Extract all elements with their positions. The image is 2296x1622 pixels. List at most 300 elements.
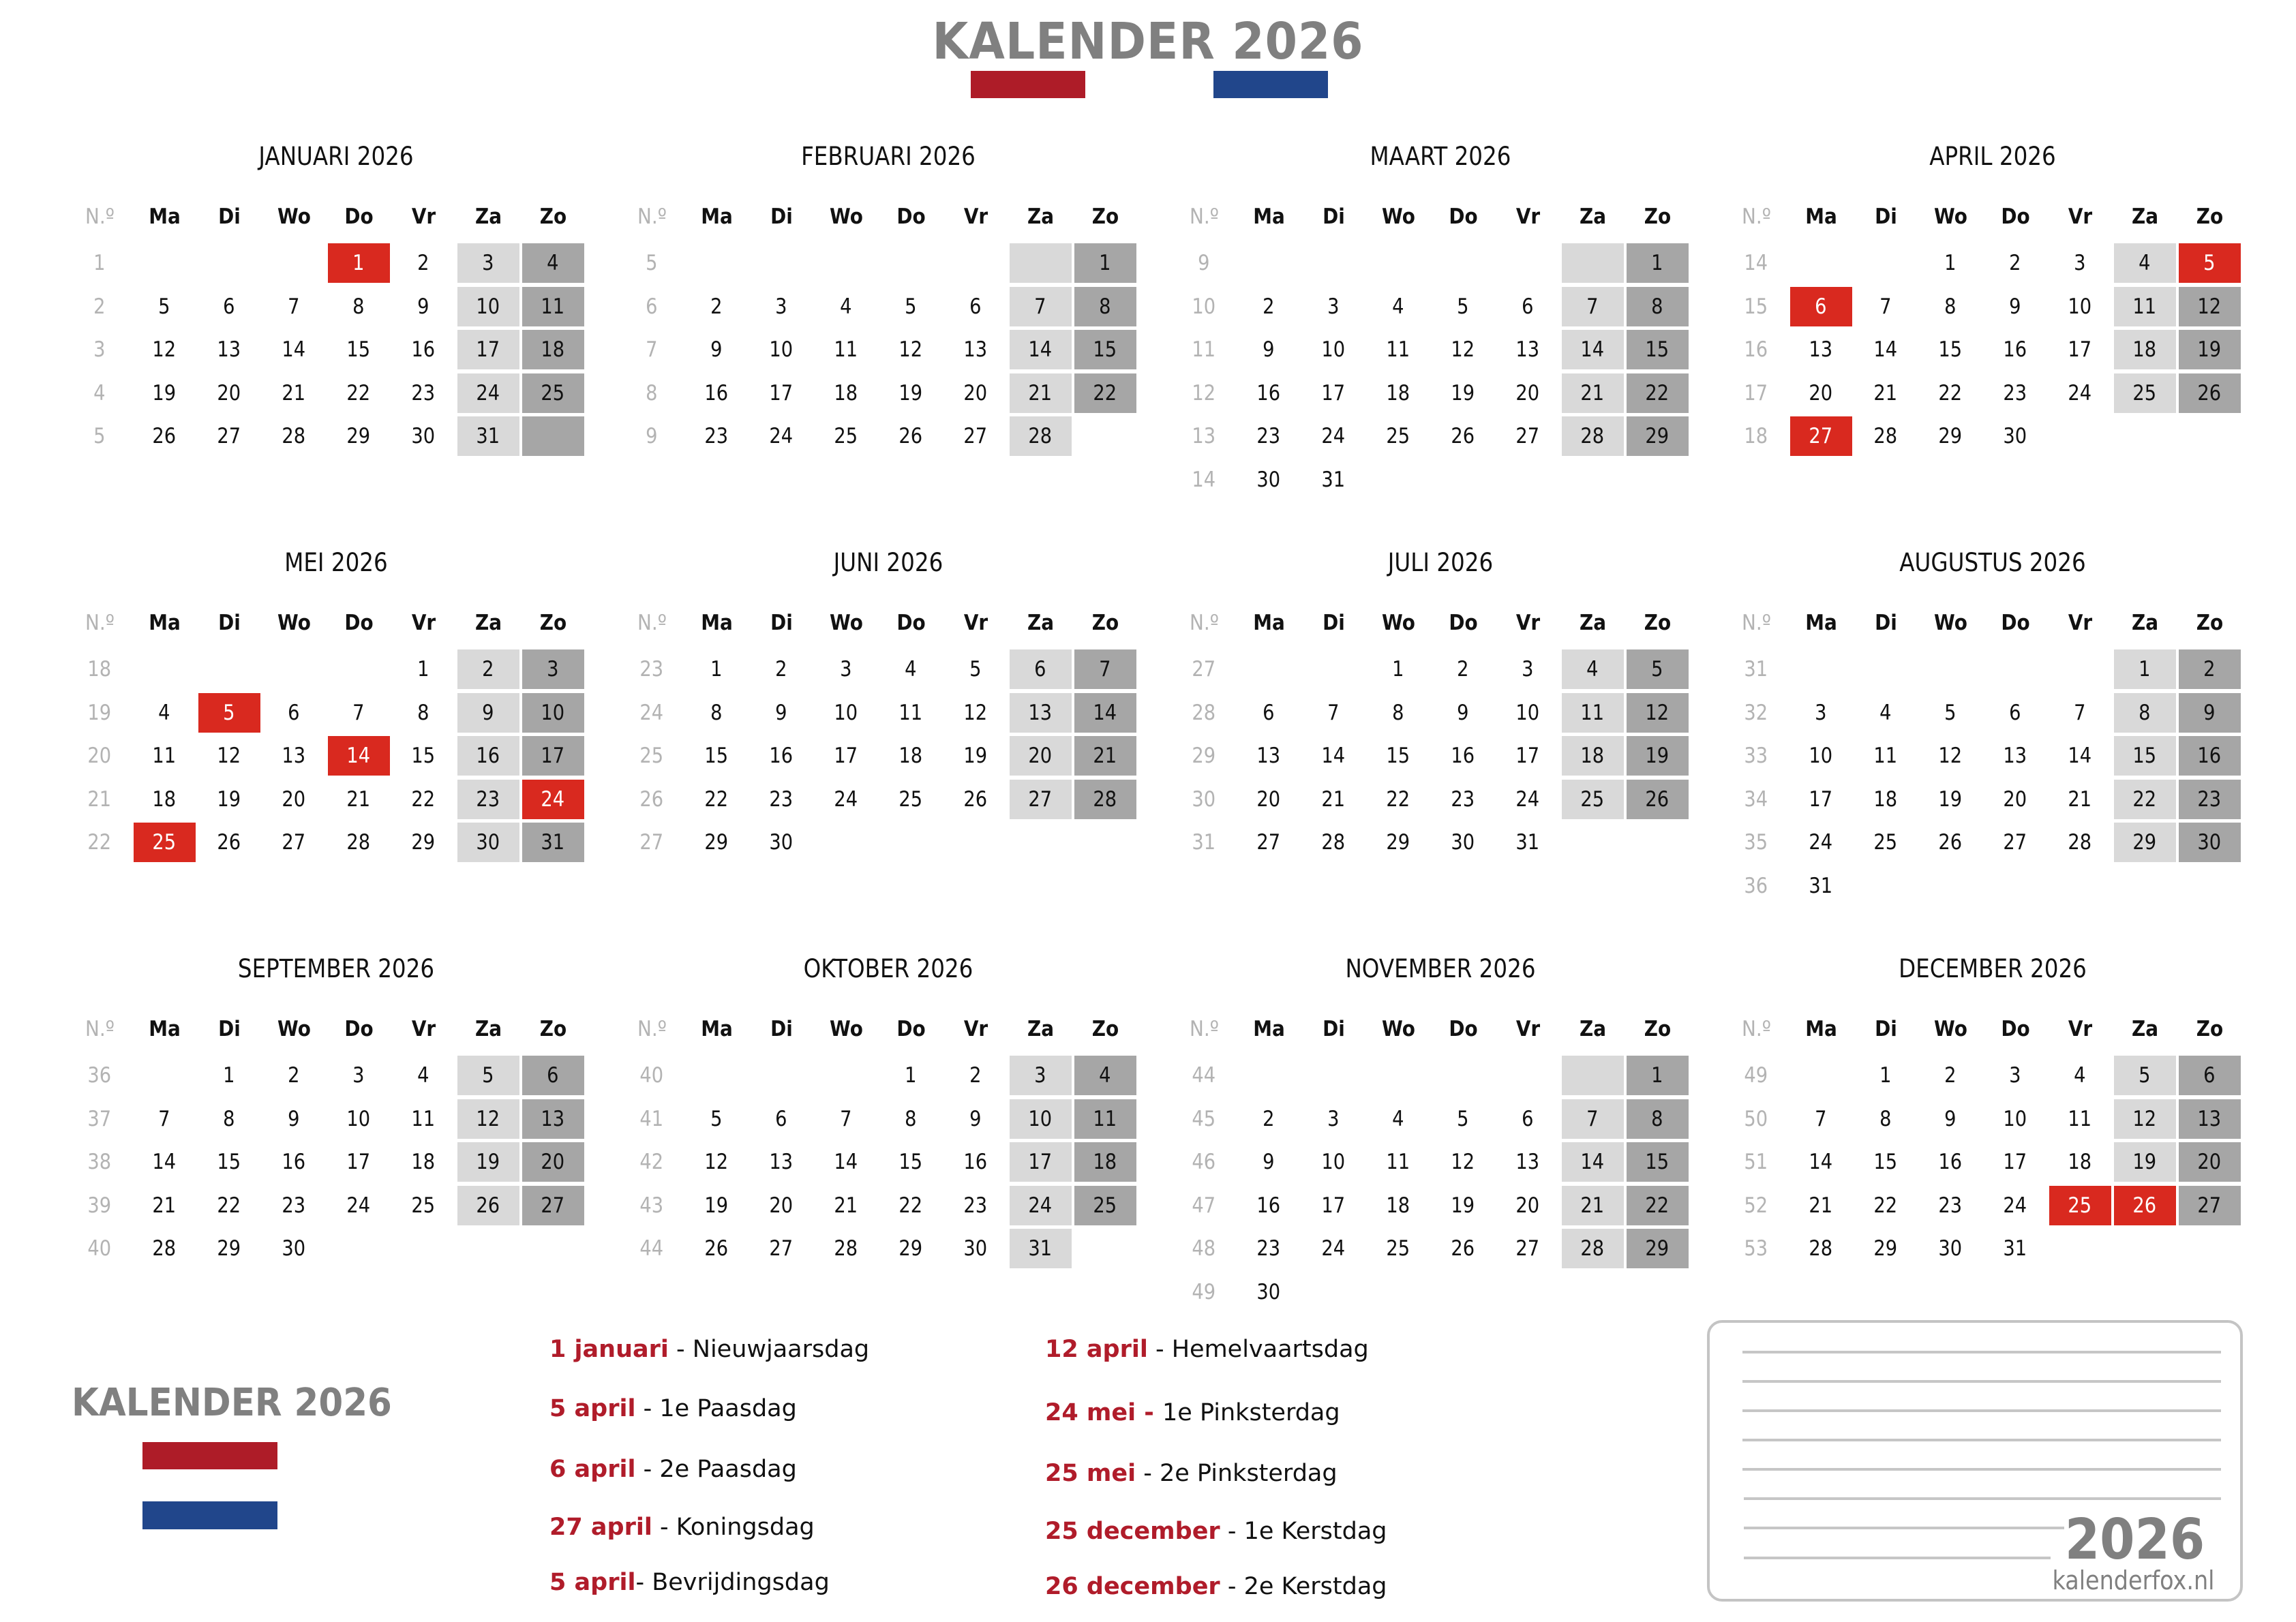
day-cell[interactable]: 14 <box>2068 744 2092 768</box>
day-cell[interactable]: 25 <box>2114 373 2176 413</box>
day-cell[interactable]: 6 <box>1522 294 1534 319</box>
day-cell[interactable]: 20 <box>1809 380 1833 406</box>
day-cell[interactable]: 29 <box>1873 1236 1898 1261</box>
day-cell[interactable]: 27 <box>963 424 988 448</box>
day-cell[interactable]: 27 <box>2003 830 2027 855</box>
day-cell[interactable]: 23 <box>2003 380 2027 406</box>
day-cell[interactable]: 12 <box>1938 744 1963 768</box>
day-cell[interactable]: 4 <box>1074 1056 1136 1095</box>
day-cell[interactable]: 1 <box>1627 243 1689 283</box>
day-cell[interactable]: 17 <box>1809 786 1833 812</box>
day-cell[interactable]: 15 <box>2114 736 2176 776</box>
day-cell[interactable]: 13 <box>963 337 988 362</box>
day-cell[interactable]: 14 <box>1010 330 1072 369</box>
day-cell[interactable]: 16 <box>963 1150 988 1174</box>
day-cell[interactable]: 7 <box>158 1106 170 1131</box>
day-cell[interactable]: 15 <box>1938 337 1963 362</box>
day-cell[interactable]: 28 <box>1809 1236 1833 1261</box>
day-cell[interactable]: 10 <box>2003 1106 2027 1131</box>
day-cell[interactable]: 19 <box>457 1142 519 1182</box>
day-cell[interactable]: 16 <box>704 380 729 406</box>
day-cell[interactable]: 31 <box>457 416 519 456</box>
day-cell[interactable]: 23 <box>1256 424 1281 448</box>
day-cell[interactable]: 20 <box>2003 786 2027 812</box>
day-cell[interactable]: 2 <box>2009 251 2021 275</box>
day-cell[interactable]: 16 <box>1256 1193 1281 1218</box>
day-cell[interactable]: 2 <box>1263 1106 1275 1131</box>
day-cell[interactable]: 10 <box>1321 1150 1346 1174</box>
day-cell[interactable]: 12 <box>457 1099 519 1139</box>
day-cell[interactable]: 11 <box>1873 744 1898 768</box>
day-cell[interactable]: 7 <box>1327 700 1340 725</box>
day-cell[interactable]: 13 <box>1515 1150 1540 1174</box>
day-cell[interactable]: 25 <box>1873 830 1898 855</box>
day-cell[interactable]: 25 <box>1386 1236 1410 1261</box>
day-cell[interactable]: 30 <box>1451 830 1475 855</box>
day-cell[interactable]: 30 <box>1256 467 1281 492</box>
day-cell[interactable]: 11 <box>1386 1150 1410 1174</box>
day-cell[interactable]: 2 <box>1263 294 1275 319</box>
day-cell[interactable]: 12 <box>704 1150 729 1174</box>
day-cell[interactable]: 28 <box>1873 424 1898 448</box>
day-cell[interactable]: 29 <box>2114 823 2176 862</box>
day-cell[interactable]: 20 <box>1515 1193 1540 1218</box>
day-cell[interactable]: 1 <box>1627 1056 1689 1095</box>
day-cell[interactable]: 30 <box>411 424 436 448</box>
day-cell[interactable]: 6 <box>223 294 235 319</box>
day-cell[interactable]: 26 <box>2179 373 2241 413</box>
day-cell[interactable]: 26 <box>217 830 241 855</box>
day-cell[interactable]: 26 <box>152 424 177 448</box>
day-cell[interactable]: 17 <box>2003 1150 2027 1174</box>
day-cell[interactable]: 17 <box>1010 1142 1072 1182</box>
day-cell[interactable]: 16 <box>411 337 436 362</box>
day-cell[interactable]: 4 <box>158 700 170 725</box>
day-cell[interactable]: 27 <box>1515 424 1540 448</box>
day-cell[interactable]: 9 <box>2179 693 2241 733</box>
day-cell[interactable]: 8 <box>352 294 365 319</box>
day-cell[interactable]: 4 <box>1879 700 1892 725</box>
day-cell[interactable]: 24 <box>1515 786 1540 812</box>
day-cell[interactable]: 5 <box>905 294 917 319</box>
day-cell[interactable]: 14 <box>1562 330 1624 369</box>
day-cell[interactable]: 30 <box>1938 1236 1963 1261</box>
day-cell[interactable]: 16 <box>457 736 519 776</box>
day-cell[interactable]: 7 <box>2074 700 2086 725</box>
day-cell[interactable]: 13 <box>2179 1099 2241 1139</box>
day-cell[interactable]: 12 <box>898 337 923 362</box>
holiday-day-cell[interactable]: 5 <box>2179 243 2241 283</box>
day-cell[interactable]: 18 <box>1386 1193 1410 1218</box>
day-cell[interactable]: 7 <box>1010 287 1072 326</box>
day-cell[interactable]: 21 <box>282 380 306 406</box>
day-cell[interactable]: 14 <box>1809 1150 1833 1174</box>
day-cell[interactable]: 9 <box>288 1106 300 1131</box>
day-cell[interactable]: 6 <box>1522 1106 1534 1131</box>
day-cell[interactable]: 27 <box>282 830 306 855</box>
day-cell[interactable]: 8 <box>2114 693 2176 733</box>
day-cell[interactable]: 2 <box>417 251 429 275</box>
day-cell[interactable]: 9 <box>2009 294 2021 319</box>
day-cell[interactable]: 6 <box>1263 700 1275 725</box>
day-cell[interactable]: 3 <box>1815 700 1827 725</box>
day-cell[interactable]: 18 <box>1873 786 1898 812</box>
day-cell[interactable]: 4 <box>2074 1063 2086 1088</box>
day-cell[interactable]: 29 <box>346 424 371 448</box>
holiday-day-cell[interactable]: 25 <box>2049 1186 2111 1225</box>
day-cell[interactable]: 11 <box>2068 1106 2092 1131</box>
day-cell[interactable]: 23 <box>457 780 519 819</box>
day-cell[interactable]: 13 <box>217 337 241 362</box>
day-cell[interactable]: 13 <box>769 1150 794 1174</box>
day-cell[interactable]: 1 <box>417 657 429 682</box>
day-cell[interactable]: 7 <box>1074 649 1136 689</box>
holiday-day-cell[interactable]: 26 <box>2114 1186 2176 1225</box>
day-cell[interactable]: 18 <box>411 1150 436 1174</box>
day-cell[interactable]: 7 <box>352 700 365 725</box>
day-cell[interactable]: 20 <box>522 1142 584 1182</box>
day-cell[interactable]: 10 <box>1515 700 1540 725</box>
day-cell[interactable]: 30 <box>282 1236 306 1261</box>
day-cell[interactable]: 13 <box>1809 337 1833 362</box>
day-cell[interactable]: 10 <box>834 700 858 725</box>
day-cell[interactable]: 21 <box>1321 786 1346 812</box>
day-cell[interactable]: 8 <box>905 1106 917 1131</box>
day-cell[interactable]: 26 <box>1627 780 1689 819</box>
day-cell[interactable]: 3 <box>775 294 787 319</box>
day-cell[interactable]: 18 <box>1074 1142 1136 1182</box>
day-cell[interactable]: 11 <box>1386 337 1410 362</box>
day-cell[interactable]: 20 <box>217 380 241 406</box>
day-cell[interactable]: 18 <box>834 380 858 406</box>
day-cell[interactable]: 27 <box>2179 1186 2241 1225</box>
day-cell[interactable]: 4 <box>1392 294 1404 319</box>
day-cell[interactable]: 21 <box>1809 1193 1833 1218</box>
day-cell[interactable]: 6 <box>2179 1056 2241 1095</box>
day-cell[interactable]: 3 <box>522 649 584 689</box>
day-cell[interactable]: 22 <box>217 1193 241 1218</box>
day-cell[interactable]: 22 <box>1627 373 1689 413</box>
day-cell[interactable]: 7 <box>1562 287 1624 326</box>
day-cell[interactable]: 12 <box>1451 1150 1475 1174</box>
day-cell[interactable]: 13 <box>522 1099 584 1139</box>
day-cell[interactable]: 11 <box>522 287 584 326</box>
day-cell[interactable]: 8 <box>1627 1099 1689 1139</box>
day-cell[interactable]: 29 <box>898 1236 923 1261</box>
day-cell[interactable]: 31 <box>1809 873 1833 898</box>
day-cell[interactable]: 11 <box>898 700 923 725</box>
day-cell[interactable]: 25 <box>1562 780 1624 819</box>
day-cell[interactable]: 5 <box>457 1056 519 1095</box>
day-cell[interactable]: 1 <box>2114 649 2176 689</box>
day-cell[interactable]: 13 <box>1515 337 1540 362</box>
day-cell[interactable]: 2 <box>969 1063 982 1088</box>
day-cell[interactable]: 28 <box>1010 416 1072 456</box>
day-cell[interactable]: 5 <box>969 657 982 682</box>
day-cell[interactable]: 3 <box>1327 294 1340 319</box>
day-cell[interactable]: 26 <box>1451 1236 1475 1261</box>
day-cell[interactable]: 5 <box>710 1106 723 1131</box>
day-cell[interactable]: 19 <box>1627 736 1689 776</box>
holiday-day-cell[interactable]: 27 <box>1790 416 1852 456</box>
day-cell[interactable]: 15 <box>1386 744 1410 768</box>
day-cell[interactable]: 9 <box>1263 1150 1275 1174</box>
day-cell[interactable]: 21 <box>1562 373 1624 413</box>
day-cell[interactable]: 13 <box>2003 744 2027 768</box>
day-cell[interactable]: 19 <box>1938 786 1963 812</box>
day-cell[interactable]: 12 <box>2179 287 2241 326</box>
day-cell[interactable]: 2 <box>457 649 519 689</box>
day-cell[interactable]: 20 <box>282 786 306 812</box>
day-cell[interactable]: 16 <box>2003 337 2027 362</box>
day-cell[interactable]: 2 <box>1944 1063 1957 1088</box>
day-cell[interactable]: 29 <box>1627 416 1689 456</box>
day-cell[interactable]: 4 <box>905 657 917 682</box>
day-cell[interactable]: 24 <box>457 373 519 413</box>
day-cell[interactable]: 17 <box>346 1150 371 1174</box>
day-cell[interactable]: 13 <box>1256 744 1281 768</box>
holiday-day-cell[interactable]: 25 <box>134 823 196 862</box>
day-cell[interactable]: 3 <box>1327 1106 1340 1131</box>
day-cell[interactable]: 28 <box>1562 1229 1624 1268</box>
day-cell[interactable]: 25 <box>898 786 923 812</box>
day-cell[interactable]: 8 <box>1392 700 1404 725</box>
day-cell[interactable]: 25 <box>522 373 584 413</box>
day-cell[interactable]: 31 <box>1515 830 1540 855</box>
day-cell[interactable]: 24 <box>2068 380 2092 406</box>
day-cell[interactable]: 21 <box>1074 736 1136 776</box>
day-cell[interactable]: 25 <box>1074 1186 1136 1225</box>
day-cell[interactable]: 27 <box>1010 780 1072 819</box>
holiday-day-cell[interactable]: 1 <box>328 243 390 283</box>
day-cell[interactable]: 25 <box>411 1193 436 1218</box>
day-cell[interactable]: 24 <box>1809 830 1833 855</box>
day-cell[interactable]: 14 <box>1562 1142 1624 1182</box>
day-cell[interactable]: 9 <box>457 693 519 733</box>
day-cell[interactable]: 24 <box>1010 1186 1072 1225</box>
day-cell[interactable]: 9 <box>417 294 429 319</box>
day-cell[interactable]: 8 <box>1944 294 1957 319</box>
day-cell[interactable]: 18 <box>1386 380 1410 406</box>
day-cell[interactable]: 11 <box>834 337 858 362</box>
day-cell[interactable]: 15 <box>704 744 729 768</box>
day-cell[interactable]: 11 <box>411 1106 436 1131</box>
day-cell[interactable]: 23 <box>769 786 794 812</box>
day-cell[interactable]: 9 <box>710 337 723 362</box>
day-cell[interactable]: 20 <box>769 1193 794 1218</box>
day-cell[interactable]: 16 <box>769 744 794 768</box>
day-cell[interactable]: 1 <box>710 657 723 682</box>
day-cell[interactable]: 19 <box>898 380 923 406</box>
day-cell[interactable]: 16 <box>1451 744 1475 768</box>
day-cell[interactable]: 29 <box>411 830 436 855</box>
day-cell[interactable]: 17 <box>1321 1193 1346 1218</box>
day-cell[interactable]: 25 <box>834 424 858 448</box>
day-cell[interactable]: 12 <box>217 744 241 768</box>
day-cell[interactable]: 23 <box>963 1193 988 1218</box>
day-cell[interactable]: 2 <box>1457 657 1469 682</box>
day-cell[interactable]: 9 <box>1263 337 1275 362</box>
day-cell[interactable]: 11 <box>1562 693 1624 733</box>
day-cell[interactable]: 5 <box>158 294 170 319</box>
day-cell[interactable]: 23 <box>1451 786 1475 812</box>
day-cell[interactable]: 26 <box>457 1186 519 1225</box>
day-cell[interactable]: 18 <box>152 786 177 812</box>
day-cell[interactable]: 28 <box>834 1236 858 1261</box>
day-cell[interactable]: 9 <box>1944 1106 1957 1131</box>
day-cell[interactable]: 22 <box>346 380 371 406</box>
day-cell[interactable]: 29 <box>1627 1229 1689 1268</box>
day-cell[interactable]: 9 <box>1457 700 1469 725</box>
day-cell[interactable]: 28 <box>2068 830 2092 855</box>
day-cell[interactable]: 4 <box>1562 649 1624 689</box>
day-cell[interactable]: 19 <box>2114 1142 2176 1182</box>
day-cell[interactable]: 29 <box>1386 830 1410 855</box>
day-cell[interactable]: 30 <box>2003 424 2027 448</box>
day-cell[interactable]: 28 <box>1074 780 1136 819</box>
day-cell[interactable]: 10 <box>2068 294 2092 319</box>
day-cell[interactable]: 14 <box>834 1150 858 1174</box>
day-cell[interactable]: 5 <box>1457 294 1469 319</box>
day-cell[interactable]: 30 <box>1256 1279 1281 1304</box>
day-cell[interactable]: 23 <box>1938 1193 1963 1218</box>
day-cell[interactable]: 8 <box>223 1106 235 1131</box>
day-cell[interactable]: 8 <box>710 700 723 725</box>
day-cell[interactable]: 9 <box>969 1106 982 1131</box>
day-cell[interactable]: 21 <box>834 1193 858 1218</box>
day-cell[interactable]: 17 <box>834 744 858 768</box>
day-cell[interactable]: 1 <box>1879 1063 1892 1088</box>
day-cell[interactable]: 5 <box>1944 700 1957 725</box>
day-cell[interactable]: 15 <box>1873 1150 1898 1174</box>
day-cell[interactable]: 10 <box>346 1106 371 1131</box>
day-cell[interactable]: 17 <box>1515 744 1540 768</box>
day-cell[interactable]: 28 <box>282 424 306 448</box>
day-cell[interactable]: 13 <box>1010 693 1072 733</box>
day-cell[interactable]: 29 <box>1938 424 1963 448</box>
day-cell[interactable]: 10 <box>522 693 584 733</box>
day-cell[interactable]: 10 <box>1321 337 1346 362</box>
day-cell[interactable]: 15 <box>346 337 371 362</box>
day-cell[interactable]: 16 <box>2179 736 2241 776</box>
day-cell[interactable]: 29 <box>217 1236 241 1261</box>
day-cell[interactable]: 18 <box>898 744 923 768</box>
day-cell[interactable]: 24 <box>1321 1236 1346 1261</box>
day-cell[interactable]: 28 <box>346 830 371 855</box>
day-cell[interactable]: 30 <box>2179 823 2241 862</box>
day-cell[interactable]: 20 <box>1010 736 1072 776</box>
day-cell[interactable]: 19 <box>1451 1193 1475 1218</box>
day-cell[interactable]: 18 <box>522 330 584 369</box>
day-cell[interactable]: 1 <box>905 1063 917 1088</box>
day-cell[interactable]: 8 <box>1627 287 1689 326</box>
day-cell[interactable]: 22 <box>1074 373 1136 413</box>
day-cell[interactable]: 25 <box>1386 424 1410 448</box>
day-cell[interactable]: 26 <box>704 1236 729 1261</box>
day-cell[interactable]: 17 <box>769 380 794 406</box>
day-cell[interactable]: 5 <box>1457 1106 1469 1131</box>
day-cell[interactable]: 11 <box>2114 287 2176 326</box>
day-cell[interactable]: 4 <box>1392 1106 1404 1131</box>
day-cell[interactable]: 12 <box>963 700 988 725</box>
day-cell[interactable]: 1 <box>223 1063 235 1088</box>
day-cell[interactable]: 23 <box>282 1193 306 1218</box>
day-cell[interactable]: 4 <box>417 1063 429 1088</box>
day-cell[interactable]: 12 <box>2114 1099 2176 1139</box>
day-cell[interactable]: 11 <box>152 744 177 768</box>
day-cell[interactable]: 21 <box>1562 1186 1624 1225</box>
day-cell[interactable]: 19 <box>1451 380 1475 406</box>
day-cell[interactable]: 28 <box>1321 830 1346 855</box>
day-cell[interactable]: 19 <box>217 786 241 812</box>
day-cell[interactable]: 3 <box>2009 1063 2021 1088</box>
day-cell[interactable]: 19 <box>704 1193 729 1218</box>
day-cell[interactable]: 2 <box>288 1063 300 1088</box>
day-cell[interactable]: 28 <box>152 1236 177 1261</box>
day-cell[interactable]: 16 <box>282 1150 306 1174</box>
day-cell[interactable]: 3 <box>457 243 519 283</box>
day-cell[interactable]: 2 <box>2179 649 2241 689</box>
day-cell[interactable]: 5 <box>2114 1056 2176 1095</box>
day-cell[interactable]: 7 <box>1562 1099 1624 1139</box>
day-cell[interactable]: 15 <box>1627 330 1689 369</box>
day-cell[interactable]: 12 <box>1627 693 1689 733</box>
day-cell[interactable]: 8 <box>417 700 429 725</box>
day-cell[interactable]: 22 <box>1627 1186 1689 1225</box>
day-cell[interactable]: 27 <box>769 1236 794 1261</box>
day-cell[interactable]: 4 <box>840 294 852 319</box>
day-cell[interactable]: 23 <box>704 424 729 448</box>
day-cell[interactable]: 20 <box>1515 380 1540 406</box>
day-cell[interactable]: 17 <box>2068 337 2092 362</box>
day-cell[interactable]: 3 <box>840 657 852 682</box>
day-cell[interactable]: 15 <box>1074 330 1136 369</box>
day-cell[interactable]: 24 <box>346 1193 371 1218</box>
day-cell[interactable]: 1 <box>1074 243 1136 283</box>
day-cell[interactable]: 6 <box>522 1056 584 1095</box>
day-cell[interactable]: 9 <box>775 700 787 725</box>
day-cell[interactable]: 3 <box>1522 657 1534 682</box>
day-cell[interactable]: 14 <box>1321 744 1346 768</box>
day-cell[interactable]: 30 <box>769 830 794 855</box>
day-cell[interactable]: 7 <box>288 294 300 319</box>
day-cell[interactable]: 14 <box>1873 337 1898 362</box>
day-cell[interactable]: 22 <box>704 786 729 812</box>
day-cell[interactable]: 7 <box>1879 294 1892 319</box>
day-cell[interactable]: 21 <box>152 1193 177 1218</box>
day-cell[interactable]: 6 <box>969 294 982 319</box>
day-cell[interactable]: 22 <box>1938 380 1963 406</box>
day-cell[interactable]: 31 <box>2003 1236 2027 1261</box>
day-cell[interactable]: 19 <box>2179 330 2241 369</box>
day-cell[interactable]: 15 <box>411 744 436 768</box>
day-cell[interactable]: 10 <box>769 337 794 362</box>
day-cell[interactable]: 20 <box>2179 1142 2241 1182</box>
day-cell[interactable]: 21 <box>1873 380 1898 406</box>
holiday-day-cell[interactable]: 6 <box>1790 287 1852 326</box>
day-cell[interactable]: 23 <box>2179 780 2241 819</box>
day-cell[interactable]: 31 <box>522 823 584 862</box>
day-cell[interactable]: 23 <box>411 380 436 406</box>
day-cell[interactable]: 18 <box>1562 736 1624 776</box>
day-cell[interactable]: 10 <box>1010 1099 1072 1139</box>
day-cell[interactable]: 10 <box>1809 744 1833 768</box>
day-cell[interactable]: 15 <box>1627 1142 1689 1182</box>
day-cell[interactable]: 30 <box>963 1236 988 1261</box>
day-cell[interactable]: 8 <box>1074 287 1136 326</box>
day-cell[interactable]: 6 <box>1010 649 1072 689</box>
day-cell[interactable]: 3 <box>352 1063 365 1088</box>
